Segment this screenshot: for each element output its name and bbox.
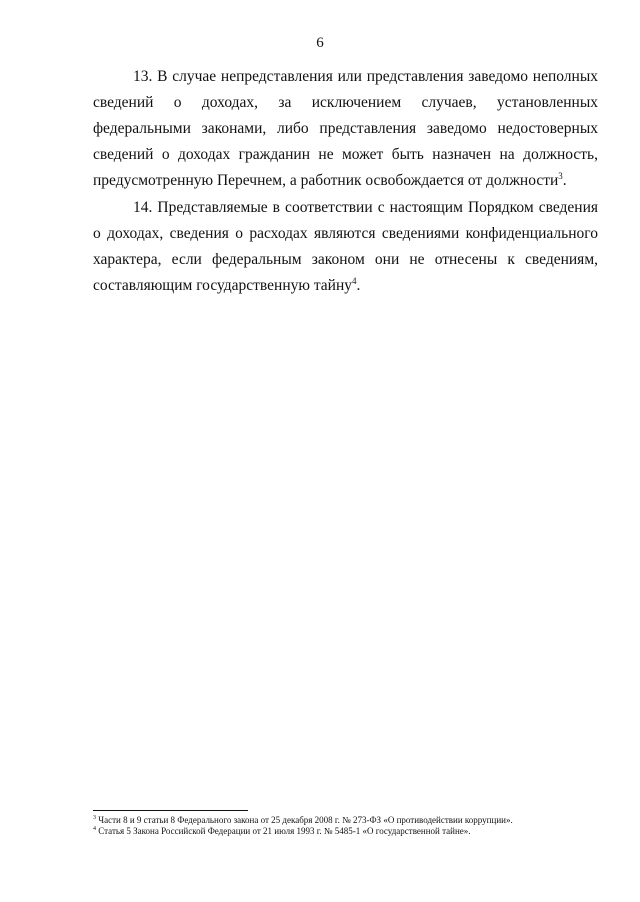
paragraph-14-text: 14. Представляемые в соответствии с настоящим Порядком сведения о доходах, сведения о расходах являются сведениями конфиденциального характера, если федеральным законом они не отнесены к сведениям, составляющим государственную тайну [93, 199, 598, 294]
paragraph-13 [93, 64, 598, 194]
footnote-mark-3: 3 [93, 815, 96, 821]
paragraph-14-end: . [356, 277, 361, 294]
footnote-ref-4: 4 [352, 275, 357, 286]
paragraph-13-text: 13. В случае непредставления или представления заведомо неполных сведений о доходах, за исключением случаев, установленных федеральными законами, либо представления заведомо недостоверных сведений о доходах гражданин не может быть назначен на должность, предусмотренную Перечнем, а работник освобождается от должности [93, 68, 598, 189]
footnote-ref-3: 3 [558, 170, 563, 181]
footnotes [93, 815, 563, 837]
paragraph-13-end: . [562, 172, 567, 189]
paragraph-14 [93, 195, 598, 299]
footnote-separator [93, 810, 248, 811]
page-number: 6 [316, 35, 324, 51]
footnote-4 [93, 826, 563, 837]
footnote-text-4: Статья 5 Закона Российской Федерации от 21 июля 1993 г. № 5485-1 «О государственной тайне». [98, 826, 471, 836]
footnote-text-3: Части 8 и 9 статьи 8 Федерального закона от 25 декабря 2008 г. № 273-ФЗ «О противодействии коррупции». [98, 815, 513, 825]
footnote-mark-4: 4 [93, 826, 96, 832]
footnote-3 [93, 815, 563, 826]
